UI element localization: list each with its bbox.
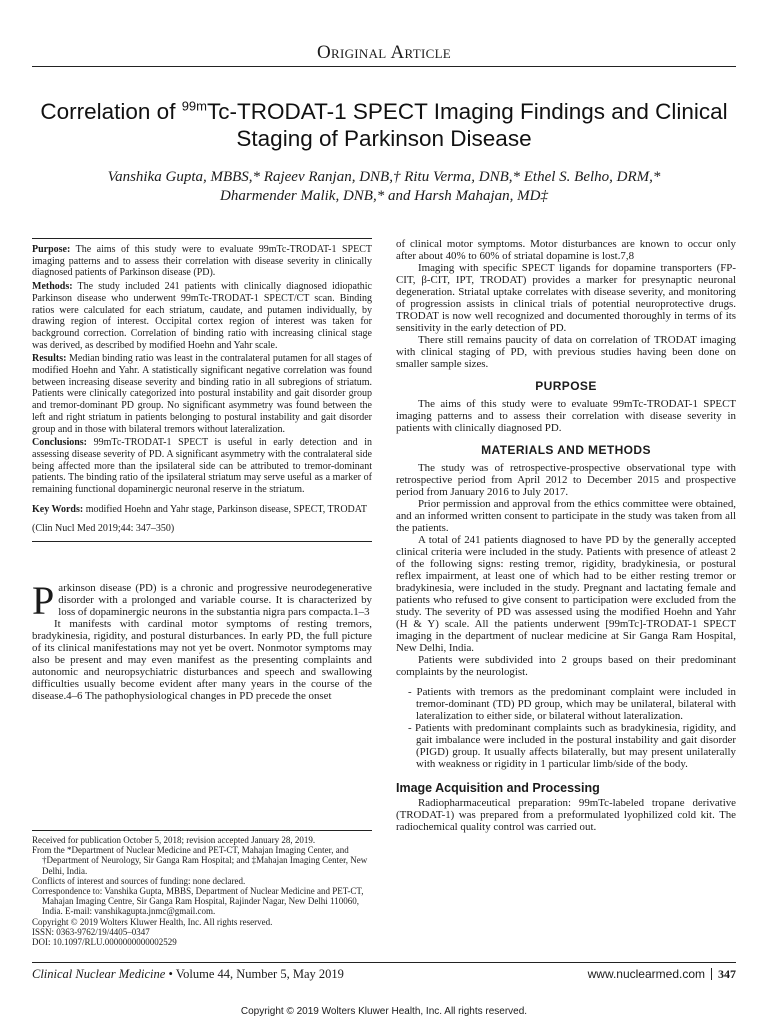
- footnote-doi: DOI: 10.1097/RLU.0000000000002529: [32, 937, 177, 948]
- keywords-label: Key Words:: [32, 503, 84, 515]
- footnote-conflicts: Conflicts of interest and sources of funding: none declared.: [32, 875, 246, 886]
- results-text: Median binding ratio was least in the contralateral putamen for all stages of modified Hoehn and Yahr. A statistically significant negative correlation was found between increasing disease severity and binding ratio in all subregions of striatum. Patients were clinically categorized into postural instability and gait disorder group and tremor-dominant PD group. No significant asymmetry was found between the left and right striatum in patients belonging to postural instability and gait disorder group and in those with bilateral tremors without lateralization.: [32, 353, 373, 435]
- drop-cap: P: [32, 578, 55, 624]
- footnote-received: Received for publication October 5, 2018; revision accepted January 28, 2019.: [32, 835, 316, 845]
- results-label: Results:: [32, 353, 67, 365]
- journal-footer: [32, 967, 344, 982]
- authors: [40, 168, 728, 206]
- footnote-correspondence: Correspondence to: Vanshika Gupta, MBBS, Department of Nuclear Medicine and PET-CT, Mahajan Imaging Centre, Sir Ganga Ram Hospital, Rajinder Nagar, New Delhi 110060, India. E-mail: vanshikagupta.jnmc@gmail.com.: [32, 886, 364, 917]
- conclusions-label: Conclusions:: [32, 437, 88, 449]
- methods-paragraph-3: A total of 241 patients diagnosed to have PD by the generally accepted clinical criteria were included in the study. Patients with presence of atleast 2 of the following signs: resting tremor, rigidity, bradykinesia, or postural reflex impairment, at least one of which had to be either resting tremor or bradykinesia, were included in the study. Pregnant and lactating female and patients who refused to give consent to participation were excluded from the study. The severity of PD was assessed using the modified Hoehn and Yahr (H & Y) scale. All the patients underwent [99mTc]-TRODAT-1 SPECT imaging in the department of nuclear medicine at Sir Ganga Ram Hospital, New Delhi, India.: [396, 534, 736, 654]
- copyright-notice: Copyright © 2019 Wolters Kluwer Health, Inc. All rights reserved.: [240, 1006, 528, 1017]
- abstract: [32, 238, 372, 542]
- section-rule: [32, 66, 736, 67]
- keywords-text: modified Hoehn and Yahr stage, Parkinson disease, SPECT, TRODAT: [85, 503, 367, 515]
- page-number: 347: [718, 967, 736, 981]
- bullet-pigd: - Patients with predominant complaints such as bradykinesia, rigidity, and gait imbalance were included in the postural instability and gait disorder (PIGD) group. It usually affects bilaterally, but may present unilaterally with weakness or rigidity in 1 particular limb/side of the body.: [408, 722, 736, 770]
- abstract-conclusions: [32, 437, 372, 496]
- journal-volume: Volume 44, Number 5, May 2019: [175, 967, 344, 981]
- abstract-results: [32, 353, 372, 435]
- title-main: Tc-TRODAT-1 SPECT Imaging Findings and Clinical Staging of Parkinson Disease: [207, 99, 728, 151]
- title-superscript: 99m: [181, 98, 207, 114]
- abstract-keywords: [32, 504, 372, 516]
- purpose-paragraph: The aims of this study were to evaluate 99mTc-TRODAT-1 SPECT imaging patterns and to assess their correlation with disease severity in patients with clinically diagnosed PD.: [396, 398, 736, 434]
- left-column: [32, 238, 372, 702]
- methods-label: Methods:: [32, 281, 73, 293]
- right-column: [396, 238, 736, 833]
- abstract-end-rule: [32, 541, 372, 542]
- bullet-tremor: - Patients with tremors as the predominant complaint were included in tremor-dominant (TD) PD group, which may be unilateral, bilateral with lateralization to either side, or bilateral without lateralization.: [408, 686, 736, 722]
- intro-continued: of clinical motor symptoms. Motor disturbances are known to occur only after about 40% to 60% of striatal dopamine is lost.7,8: [396, 238, 736, 262]
- footnote-issn: ISSN: 0363-9762/19/4405–0347: [32, 926, 150, 937]
- section-label: Original Article: [316, 42, 452, 63]
- intro-p1-text: arkinson disease (PD) is a chronic and progressive neurodegenerative disorder with a prolonged and variable course. It is characterized by loss of dopaminergic neurons in the substantia nigra pars compacta.1–3: [58, 582, 372, 619]
- conclusions-text: 99mTc-TRODAT-1 SPECT is useful in early detection and in assessing disease severity of PD. A significant asymmetry with the contralateral side being affected more than the ipsilateral side can be attributed to tremor-dominant patients. The binding ratio of the ipsilateral striatum may serve useful as a marker of remaining functional dopaminergic neuronal reserve in the striatum.: [32, 437, 372, 496]
- imaging-paragraph: Imaging with specific SPECT ligands for dopamine transporters (FP-CIT, β-CIT, IPT, TRODAT) provides a marker for presynaptic neuronal degeneration. Striatal uptake correlates with disease severity, and monitoring of progression assists in clinical trials of potential neuroprotective drugs. TRODAT is now well recognized and documented thoroughly in terms of its sensitivity in the early detection of PD.: [396, 262, 736, 334]
- abstract-citation: [32, 523, 372, 535]
- abstract-methods: [32, 281, 372, 351]
- intro-paragraph-2: It manifests with cardinal motor symptoms of resting tremors, bradykinesia, rigidity, and postural disturbances. In early PD, the full picture of its clinical manifestations may not yet be overt. Nonmotor symptoms may also be present and may even manifest as the presenting complaints and autonomic and neuropsychiatric disturbances and speech and swallowing difficulties usually become evident after many years in the course of the disease.4–6 The pathophysiological changes in PD precede the onset: [32, 618, 372, 703]
- website-link[interactable]: www.nuclearmed.com: [587, 967, 705, 981]
- paucity-paragraph: There still remains paucity of data on correlation of TRODAT imaging with clinical staging of PD, with previous studies having been done on smaller sample sizes.: [396, 334, 736, 370]
- journal-name: Clinical Nuclear Medicine: [32, 967, 166, 981]
- methods-heading: MATERIALS AND METHODS: [481, 443, 651, 457]
- journal-separator: •: [165, 967, 176, 981]
- methods-paragraph-4: Patients were subdivided into 2 groups based on their predominant complaints by the neurologist.: [396, 654, 736, 678]
- purpose-text: The aims of this study were to evaluate 99mTc-TRODAT-1 SPECT imaging patterns and to assess their correlation with disease severity in clinically diagnosed patients of Parkinson disease (PD).: [32, 244, 372, 279]
- citation-text: (Clin Nucl Med 2019;44: 347–350): [32, 523, 175, 535]
- purpose-heading: PURPOSE: [535, 379, 597, 393]
- footnote-copyright: Copyright © 2019 Wolters Kluwer Health, Inc. All rights reserved.: [32, 916, 273, 927]
- methods-text: The study included 241 patients with clinically diagnosed idiopathic Parkinson disease who underwent 99mTc-TRODAT-1 SPECT/CT scan. Binding ratios were calculated for each striatum, caudate, and putamen individually, by drawing region of interest. Occipital cortex region of interest was taken for background correction. Correlation of binding ratio with increasing clinical stage was derived, as described by modified Hoehn and Yahr scale.: [32, 281, 372, 351]
- footer-divider: [711, 968, 712, 980]
- intro-paragraph-1: [32, 578, 372, 624]
- image-acquisition-paragraph: Radiopharmaceutical preparation: 99mTc-labeled tropane derivative (TRODAT-1) was prepared from a preformulated lyophilized cold kit. The radiochemical quality control was carried out.: [396, 797, 736, 833]
- methods-paragraph-1: The study was of retrospective-prospective observational type with retrospective period from April 2012 to December 2015 and prospective period from January 2016 to July 2017.: [396, 462, 736, 498]
- intro-text: [32, 578, 372, 703]
- authors-line-1: Vanshika Gupta, MBBS,* Rajeev Ranjan, DNB,† Ritu Verma, DNB,* Ethel S. Belho, DRM,*: [107, 169, 661, 185]
- title-prefix: Correlation of: [40, 99, 182, 124]
- authors-line-2: Dharmender Malik, DNB,* and Harsh Mahajan, MD‡: [220, 188, 548, 204]
- site-footer: [588, 967, 736, 982]
- purpose-label: Purpose:: [32, 244, 71, 255]
- abstract-purpose: [32, 244, 372, 279]
- footer-rule: [32, 962, 736, 963]
- article-title: [40, 98, 728, 152]
- footnote-affiliations: From the *Department of Nuclear Medicine and PET-CT, Mahajan Imaging Center, and †Department of Neurology, Sir Ganga Ram Hospital; and ‡Mahajan Imaging Center, New Delhi, India.: [32, 845, 368, 876]
- footnotes: [32, 830, 372, 947]
- image-acquisition-heading: Image Acquisition and Processing: [396, 781, 600, 795]
- methods-paragraph-2: Prior permission and approval from the ethics committee were obtained, and an informed written consent to participate in the study was taken from all the patients.: [396, 498, 736, 534]
